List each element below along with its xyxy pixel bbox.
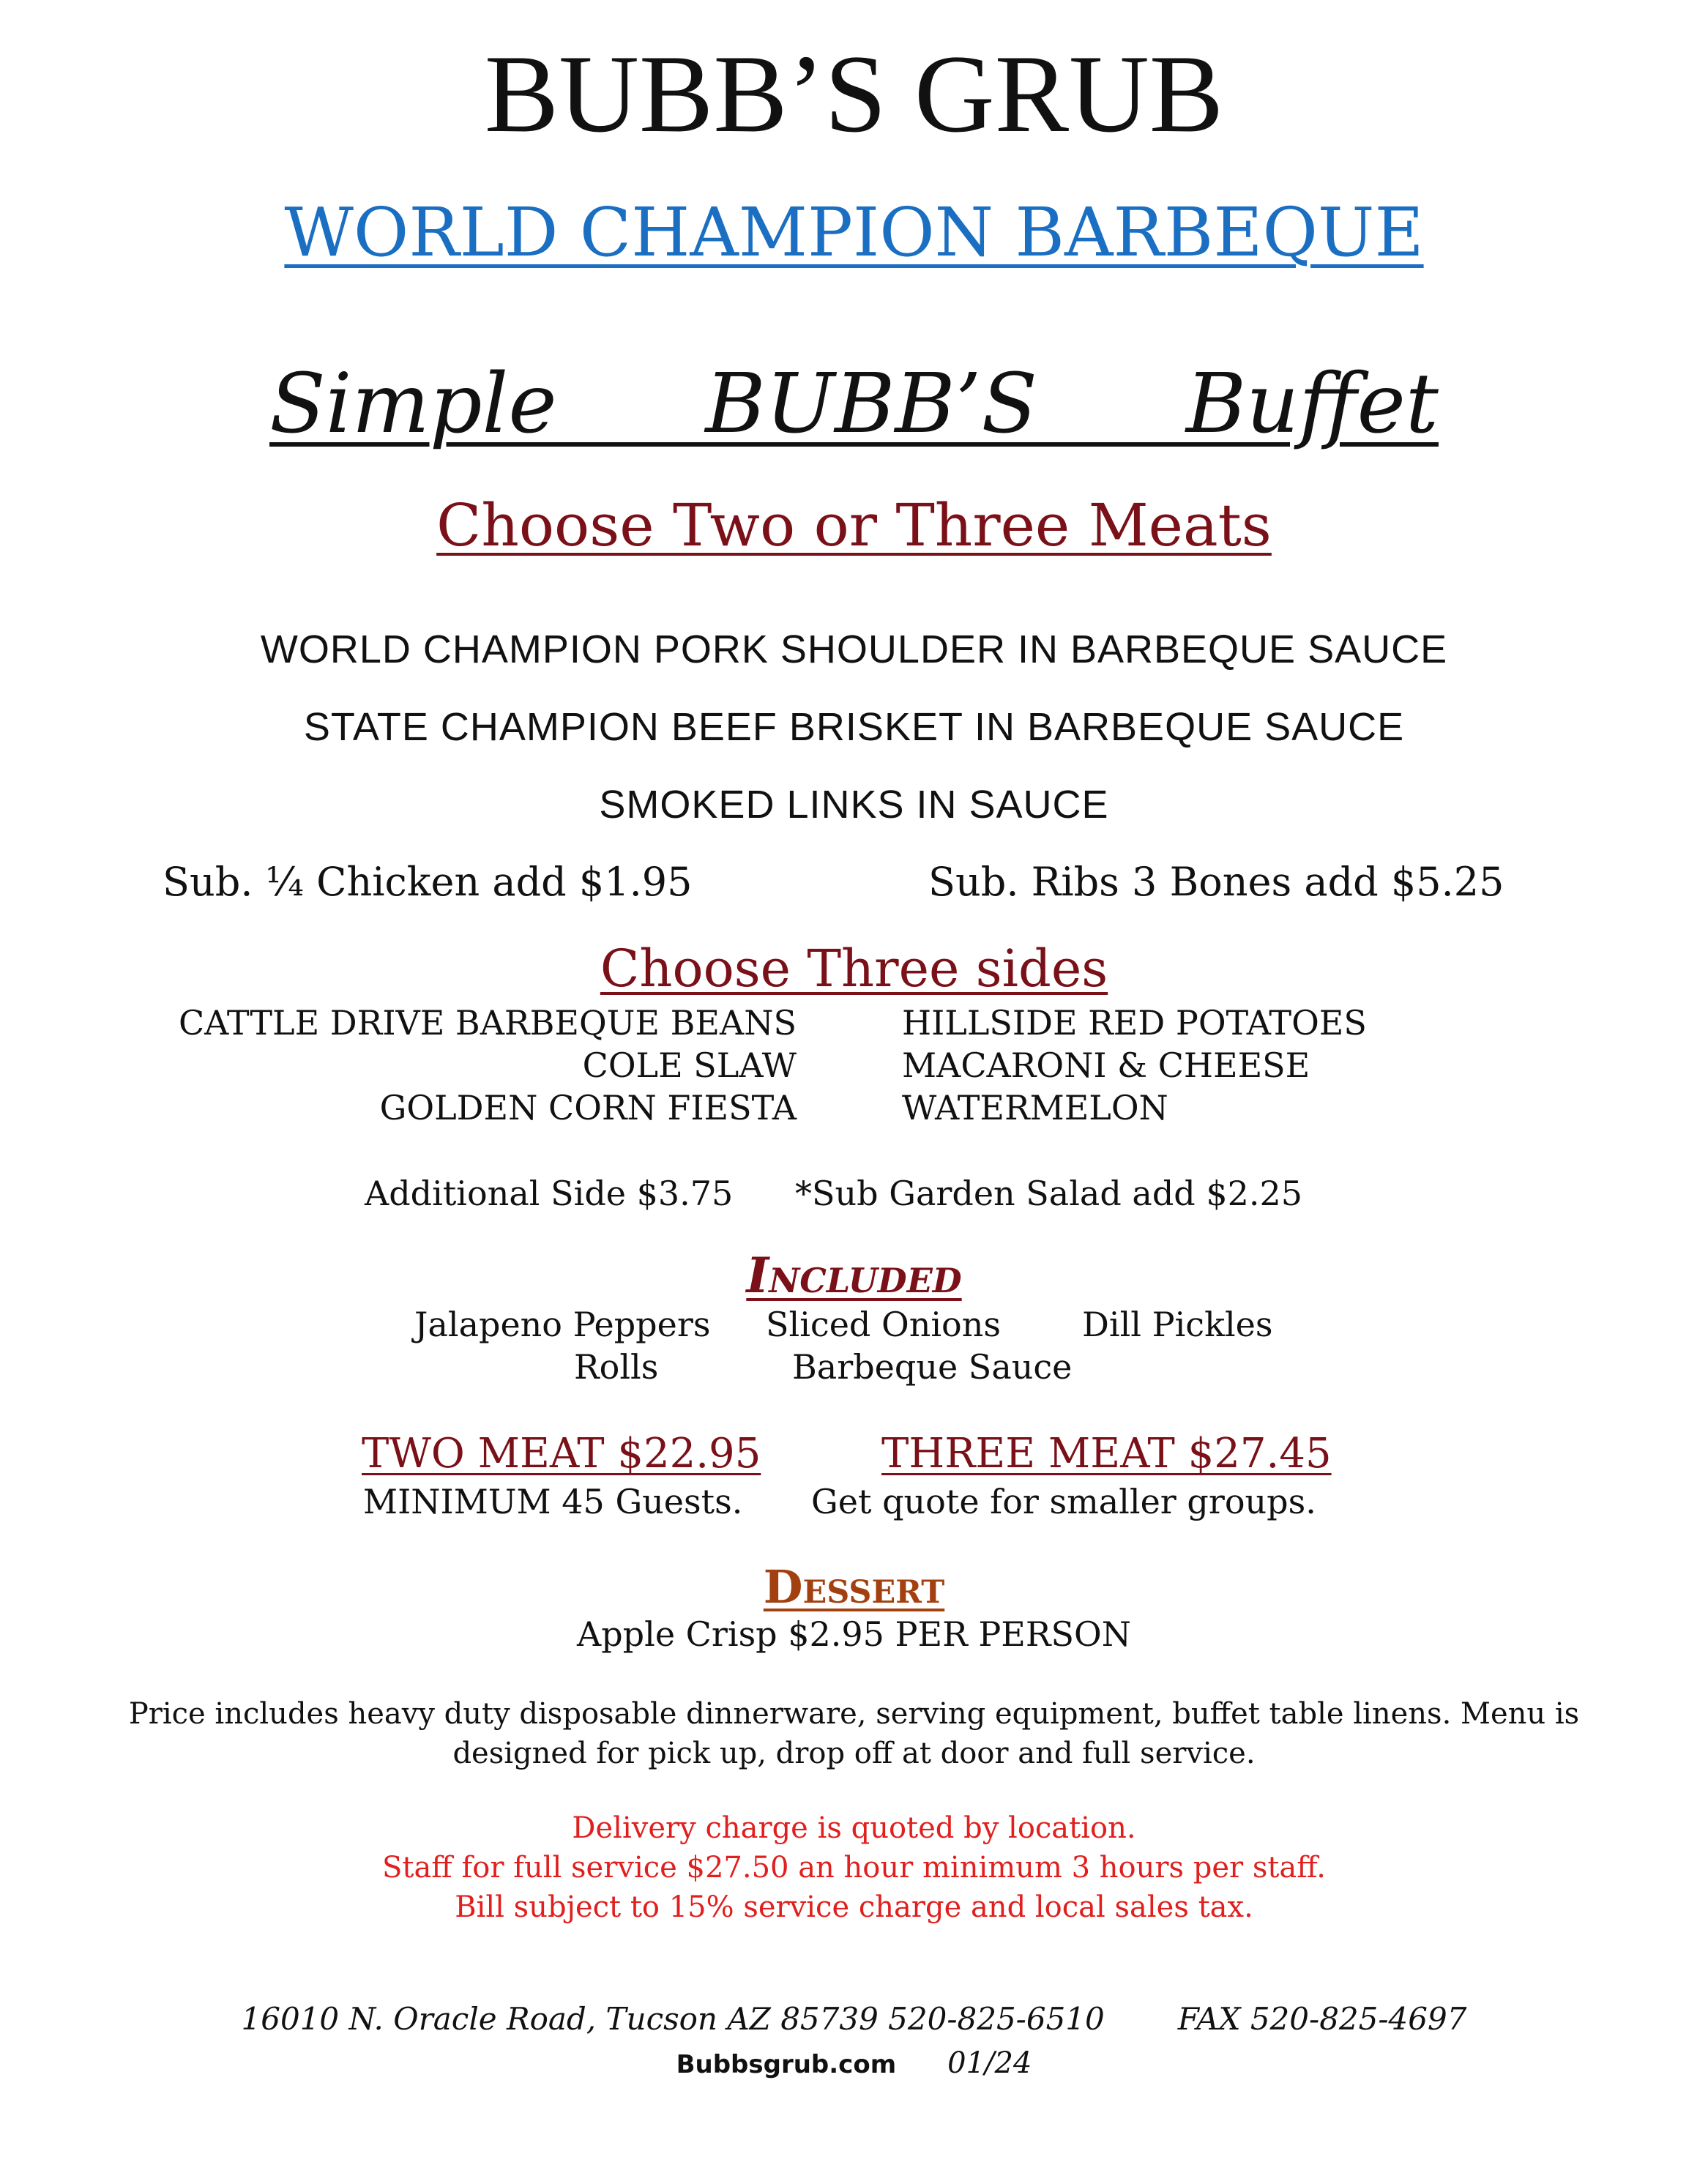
meat-item: WORLD CHAMPION PORK SHOULDER IN BARBEQUE SAUCE <box>260 627 1448 671</box>
side-item: WATERMELON <box>902 1088 1168 1128</box>
garden-salad-price: *Sub Garden Salad add $2.25 <box>795 1174 1303 1213</box>
minimum-guests: MINIMUM 45 Guests. <box>363 1482 743 1521</box>
included-item: Rolls <box>574 1347 659 1387</box>
delivery-charge-note: Delivery charge is quoted by location. <box>572 1811 1136 1845</box>
included-heading <box>0 1245 1708 1306</box>
sides-heading <box>0 936 1708 1002</box>
included-item: Jalapeno Peppers <box>414 1305 711 1344</box>
price-includes-note-cont: designed for pick up, drop off at door and full service. <box>452 1737 1256 1770</box>
meats-heading <box>0 488 1708 564</box>
meat-item: STATE CHAMPION BEEF BRISKET IN BARBEQUE SAUCE <box>303 705 1405 749</box>
buffet-title <box>0 353 1708 455</box>
restaurant-title: BUBB’S GRUB <box>484 32 1224 155</box>
dessert-heading-text: Dessert <box>763 1560 945 1614</box>
dessert-heading <box>0 1558 1708 1617</box>
dessert-item: Apple Crisp $2.95 PER PERSON <box>577 1614 1131 1654</box>
restaurant-subtitle <box>0 189 1708 277</box>
menu-date: 01/24 <box>947 2046 1032 2080</box>
meat-item: SMOKED LINKS IN SAUCE <box>599 783 1109 827</box>
side-item: GOLDEN CORN FIESTA <box>379 1088 797 1128</box>
additional-side-price: Additional Side $3.75 <box>365 1174 734 1213</box>
sides-heading-text: Choose Three sides <box>600 939 1108 999</box>
three-meat-price <box>881 1428 1332 1480</box>
footer-web <box>0 2043 1708 2085</box>
side-item: COLE SLAW <box>582 1046 797 1085</box>
quote-note: Get quote for smaller groups. <box>811 1482 1316 1521</box>
side-item: CATTLE DRIVE BARBEQUE BEANS <box>178 1003 797 1043</box>
side-item: MACARONI & CHEESE <box>902 1046 1310 1085</box>
two-meat-price-text: TWO MEAT $22.95 <box>362 1430 761 1477</box>
included-item: Dill Pickles <box>1082 1305 1273 1344</box>
price-includes-note: Price includes heavy duty disposable dinnerware, serving equipment, buffet table linens. Menu is <box>128 1697 1580 1731</box>
staff-charge-note: Staff for full service $27.50 an hour minimum 3 hours per staff. <box>381 1851 1326 1885</box>
footer-contact <box>0 1999 1708 2040</box>
service-charge-note: Bill subject to 15% service charge and local sales tax. <box>455 1890 1253 1924</box>
subtitle-text: WORLD CHAMPION BARBEQUE <box>284 193 1424 272</box>
side-item: HILLSIDE RED POTATOES <box>902 1003 1367 1043</box>
sub-chicken-option: Sub. ¼ Chicken add $1.95 <box>163 859 693 905</box>
meats-heading-text: Choose Two or Three Meats <box>436 491 1272 559</box>
included-item: Barbeque Sauce <box>792 1347 1073 1387</box>
sub-ribs-option: Sub. Ribs 3 Bones add $5.25 <box>928 859 1504 905</box>
two-meat-price <box>362 1428 761 1480</box>
three-meat-price-text: THREE MEAT $27.45 <box>881 1430 1332 1477</box>
website-link[interactable]: Bubbsgrub.com <box>676 2050 897 2079</box>
footer-fax: FAX 520-825-4697 <box>1177 2001 1467 2037</box>
buffet-title-text: Simple BUBB’S Buffet <box>269 357 1439 452</box>
included-heading-text: Included <box>746 1247 962 1304</box>
included-item: Sliced Onions <box>766 1305 1001 1344</box>
footer-address: 16010 N. Oracle Road, Tucson AZ 85739 520-825-6510 <box>241 2001 1105 2037</box>
